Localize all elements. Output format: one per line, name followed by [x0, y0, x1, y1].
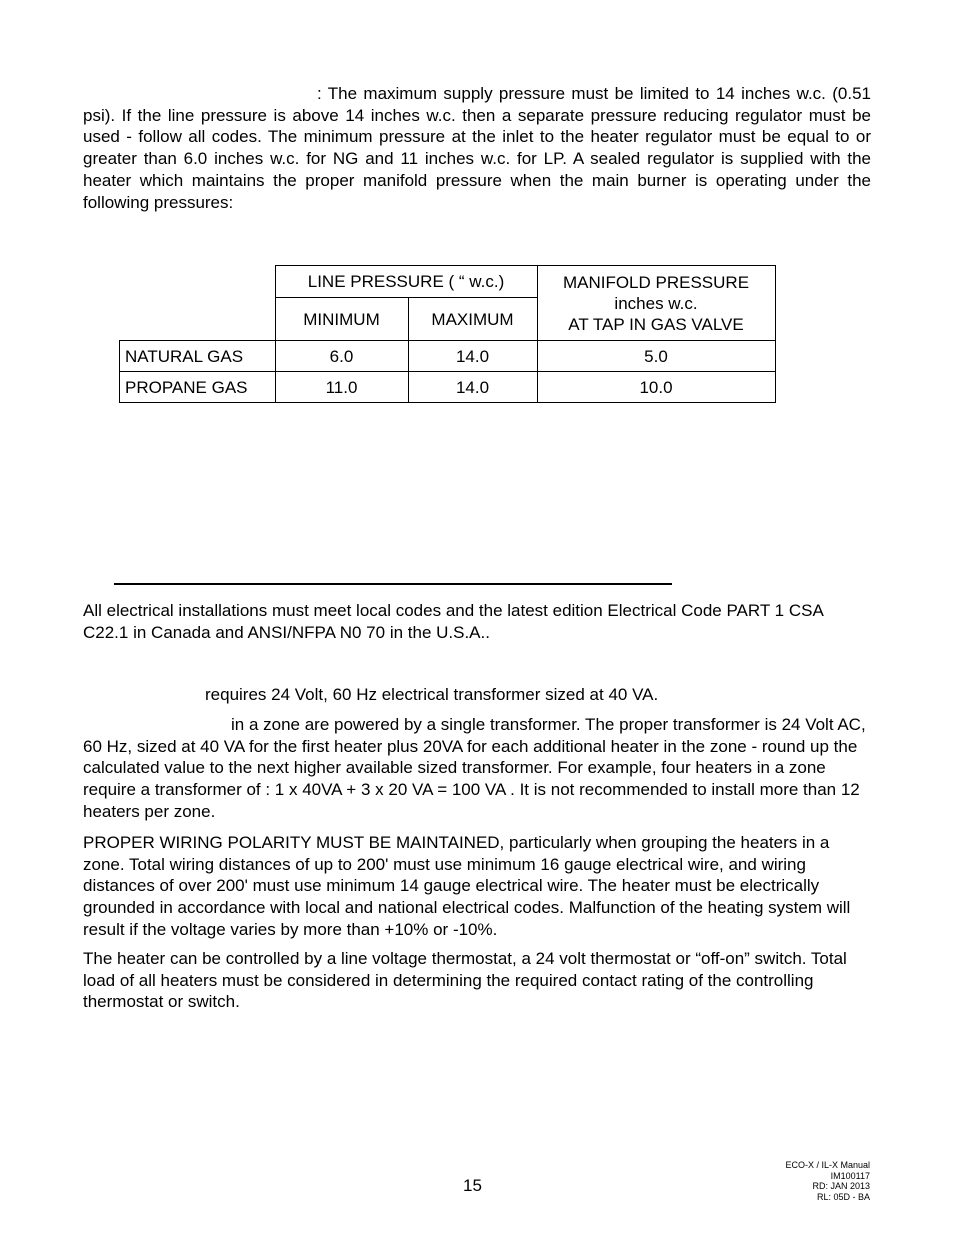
- maximum-header: MAXIMUM: [408, 298, 537, 341]
- manual-title: ECO-X / IL-X Manual: [785, 1160, 870, 1170]
- page-number: 15: [463, 1176, 482, 1195]
- propane-gas-maximum: 14.0: [408, 372, 537, 403]
- gas-pressure-table: [119, 265, 776, 403]
- row-label-propane-gas: PROPANE GAS: [120, 372, 276, 403]
- zone-heaters-paragraph: in a zone are powered by a single transformer. The proper transformer is 24 Volt AC, 60 Hz, sized at 40 VA for the first heater plus 20VA for each additional heater in the zone - round up the calculated value to the next higher available sized transformer. For example, four heaters in a zone require a transformer of : 1 x 40VA + 3 x 20 VA = 100 VA . It is not recommended to install more than 12 heaters per zone.: [83, 715, 866, 821]
- table-empty-corner: [120, 266, 276, 341]
- revision-date: RD: JAN 2013: [812, 1181, 870, 1191]
- natural-gas-manifold: 5.0: [537, 341, 775, 372]
- minimum-header: MINIMUM: [275, 298, 408, 341]
- electrical-codes-paragraph: All electrical installations must meet local codes and the latest edition Electrical Code PART 1 CSA C22.1 in Canada and ANSI/NFPA N0 70 in the U.S.A..: [83, 601, 823, 642]
- gas-supply-pressure-paragraph: : The maximum supply pressure must be limited to 14 inches w.c. (0.51 psi). If the line pressure is above 14 inches w.c. then a separate pressure reducing regulator must be used - follow all codes. The minimum pressure at the inlet to the heater regulator must be equal to or greater than 6.0 inches w.c. for NG and 11 inches w.c. for LP. A sealed regulator is supplied with the heater which maintains the proper manifold pressure when the main burner is operating under the following pressures:: [83, 84, 871, 212]
- propane-gas-minimum: 11.0: [275, 372, 408, 403]
- wiring-polarity-paragraph: PROPER WIRING POLARITY MUST BE MAINTAINED, particularly when grouping the heaters in a zone. Total wiring distances of up to 200' must use minimum 16 gauge electrical wire, and wiring distances of over 200' must use minimum 14 gauge electrical wire. The heater must be electrically grounded in accordance with local and national electrical codes. Malfunction of the heating system will result if the voltage varies by more than +10% or -10%.: [83, 833, 851, 939]
- table-row: [120, 372, 776, 403]
- propane-gas-manifold: 10.0: [537, 372, 775, 403]
- natural-gas-maximum: 14.0: [408, 341, 537, 372]
- thermostat-paragraph: The heater can be controlled by a line voltage thermostat, a 24 volt thermostat or “off-on” switch. Total load of all heaters must be considered in determining the required contact rating of the controlling thermostat or switch.: [83, 949, 847, 1012]
- manifold-header-line-1: MANIFOLD PRESSURE: [562, 272, 750, 292]
- document-meta: [785, 1160, 870, 1202]
- natural-gas-minimum: 6.0: [275, 341, 408, 372]
- manifold-header-line-3: AT TAP IN GAS VALVE: [568, 314, 744, 334]
- table-row: [120, 341, 776, 372]
- line-pressure-header: LINE PRESSURE ( “ w.c.): [275, 266, 537, 298]
- row-label-natural-gas: NATURAL GAS: [120, 341, 276, 372]
- doc-id: IM100117: [830, 1170, 870, 1181]
- manifold-pressure-header: [537, 266, 775, 341]
- revision-level: RL: 05D - BA: [816, 1191, 870, 1202]
- single-heater-paragraph: requires 24 Volt, 60 Hz electrical transformer sized at 40 VA.: [205, 685, 659, 704]
- manifold-header-line-2: inches w.c.: [614, 293, 698, 313]
- section-divider: [114, 583, 672, 585]
